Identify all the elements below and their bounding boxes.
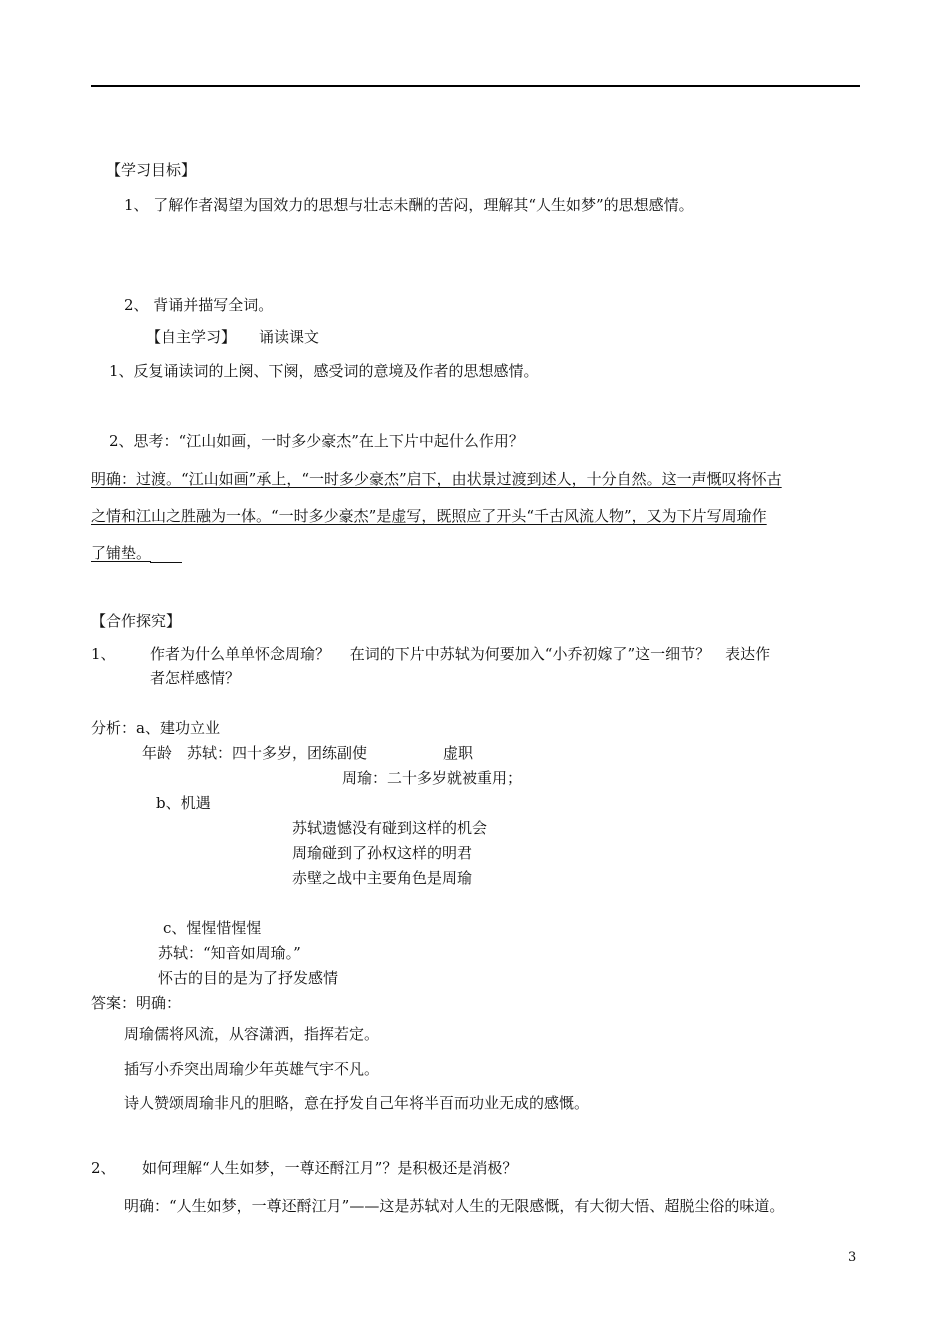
question-2-number: 2、 bbox=[91, 1159, 116, 1177]
goal-item-1: 1、 了解作者渴望为国效力的思想与壮志未酬的苦闷，理解其“人生如梦”的思想感情。 bbox=[124, 196, 694, 214]
header-rule bbox=[91, 85, 860, 87]
page-number: 3 bbox=[848, 1250, 857, 1265]
age-note: 虚职 bbox=[443, 744, 474, 762]
self-study-item-2: 2、思考：“江山如画，一时多少豪杰”在上下片中起什么作用？ bbox=[109, 432, 524, 450]
answer-point-3: 诗人赞颂周瑜非凡的胆略，意在抒发自己年将半百而功业无成的感慨。 bbox=[124, 1094, 590, 1112]
kindred-line-2: 怀古的目的是为了抒发感情 bbox=[158, 969, 339, 987]
opportunity-line-2: 周瑜碰到了孙权这样的明君 bbox=[292, 844, 473, 862]
section-heading-goals: 【学习目标】 bbox=[106, 161, 197, 179]
answer-line-3: 了铺垫。 bbox=[91, 544, 152, 562]
zhouyu-line: 周瑜：二十多岁就被重用； bbox=[342, 769, 523, 787]
self-study-subheading: 诵读课文 bbox=[259, 328, 320, 346]
opportunity-line-1: 苏轼遗憾没有碰到这样的机会 bbox=[292, 819, 488, 837]
goal-item-2: 2、 背诵并描写全词。 bbox=[124, 296, 274, 314]
answer-point-1: 周瑜儒将风流，从容潇洒，指挥若定。 bbox=[124, 1025, 380, 1043]
question-1-number: 1、 bbox=[91, 645, 116, 663]
section-heading-self-study: 【自主学习】 bbox=[146, 328, 237, 346]
question-1-line-1: 作者为什么单单怀念周瑜？ 在词的下片中苏轼为何要加入“小乔初嫁了”这一细节？ 表达作 bbox=[150, 645, 771, 663]
answer-line-1: 明确：过渡。“江山如画”承上，“一时多少豪杰”启下，由状景过渡到述人，十分自然。这一声慨叹将怀古 bbox=[91, 470, 782, 488]
answer-line-2: 之情和江山之胜融为一体。“一时多少豪杰”是虚写，既照应了开头“千古风流人物”，又为下片写周瑜作 bbox=[91, 507, 767, 525]
age-line: 年龄 苏轼：四十多岁，团练副使 bbox=[142, 744, 368, 762]
answer-underline-tail bbox=[150, 562, 182, 563]
section-heading-cooperation: 【合作探究】 bbox=[91, 612, 182, 630]
question-2-text: 如何理解“人生如梦，一尊还酹江月”？是积极还是消极？ bbox=[142, 1159, 518, 1177]
opportunity-line-3: 赤壁之战中主要角色是周瑜 bbox=[292, 869, 473, 887]
analysis-label: 分析：a、建功立业 bbox=[91, 719, 220, 737]
answer-label: 答案：明确： bbox=[91, 994, 182, 1012]
question-1-line-2: 者怎样感情？ bbox=[150, 669, 241, 687]
self-study-item-1: 1、反复诵读词的上阕、下阕，感受词的意境及作者的思想感情。 bbox=[109, 362, 539, 380]
opportunity-label: b、机遇 bbox=[156, 794, 211, 812]
question-2-answer: 明确：“人生如梦，一尊还酹江月”——这是苏轼对人生的无限感慨，有大彻大悟、超脱尘俗的味道。 bbox=[124, 1197, 785, 1215]
kindred-line-1: 苏轼：“知音如周瑜。” bbox=[158, 944, 301, 962]
answer-point-2: 插写小乔突出周瑜少年英雄气宇不凡。 bbox=[124, 1060, 380, 1078]
kindred-label: c、惺惺惜惺惺 bbox=[163, 919, 262, 937]
